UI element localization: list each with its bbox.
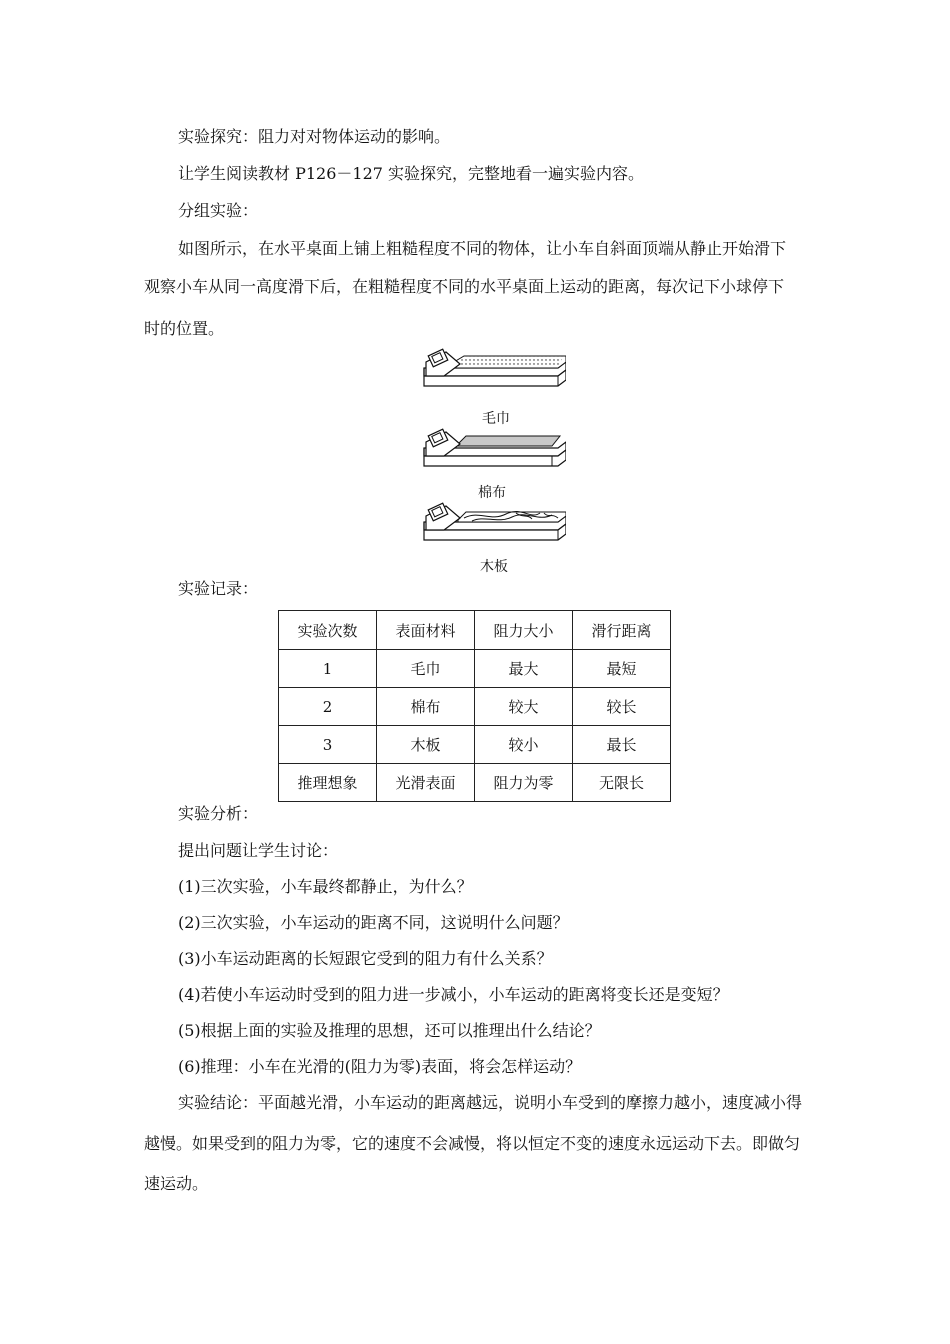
table-cell: 1 — [279, 650, 377, 688]
table-cell: 阻力为零 — [475, 764, 573, 802]
procedure-line-1: 如图所示，在水平桌面上铺上粗糙程度不同的物体，让小车自斜面顶端从静止开始滑下 — [178, 239, 787, 258]
discussion-prompt: 提出问题让学生讨论： — [178, 841, 339, 860]
table-cell: 较长 — [573, 688, 671, 726]
reading-instruction: 让学生阅读教材 P126－127 实验探究，完整地看一遍实验内容。 — [178, 164, 645, 183]
table-cell: 棉布 — [377, 688, 475, 726]
experiment-record-table — [278, 610, 671, 802]
table-row — [279, 764, 671, 802]
table-header-row — [279, 611, 671, 650]
table-cell: 最长 — [573, 726, 671, 764]
table-cell: 最短 — [573, 650, 671, 688]
board-setup-illustration — [420, 500, 566, 550]
question-5: (5)根据上面的实验及推理的思想，还可以推理出什么结论？ — [178, 1021, 601, 1040]
header-cell: 表面材料 — [377, 611, 475, 650]
conclusion-line-2: 越慢。如果受到的阻力为零，它的速度不会减慢，将以恒定不变的速度永远运动下去。即做匀 — [144, 1134, 801, 1153]
table-cell: 较大 — [475, 688, 573, 726]
towel-setup-illustration — [420, 346, 566, 396]
figure-label-towel: 毛巾 — [482, 411, 510, 427]
table-cell: 2 — [279, 688, 377, 726]
header-cell: 阻力大小 — [475, 611, 573, 650]
conclusion-line-3: 速运动。 — [144, 1174, 209, 1193]
table-cell: 最大 — [475, 650, 573, 688]
question-1: (1)三次实验，小车最终都静止，为什么？ — [178, 877, 473, 896]
cloth-setup-illustration — [420, 426, 566, 476]
table-cell: 光滑表面 — [377, 764, 475, 802]
question-6: (6)推理：小车在光滑的(阻力为零)表面，将会怎样运动？ — [178, 1057, 582, 1076]
table-cell: 无限长 — [573, 764, 671, 802]
table-cell: 毛巾 — [377, 650, 475, 688]
figure-label-cloth: 棉布 — [478, 485, 506, 501]
table-cell: 推理想象 — [279, 764, 377, 802]
table-row — [279, 650, 671, 688]
table-row — [279, 726, 671, 764]
question-2: (2)三次实验，小车运动的距离不同，这说明什么问题？ — [178, 913, 569, 932]
conclusion-line-1: 实验结论：平面越光滑，小车运动的距离越远，说明小车受到的摩擦力越小，速度减小得 — [178, 1093, 803, 1112]
procedure-line-3: 时的位置。 — [144, 319, 225, 338]
header-cell: 实验次数 — [279, 611, 377, 650]
question-4: (4)若使小车运动时受到的阻力进一步减小，小车运动的距离将变长还是变短？ — [178, 985, 729, 1004]
analysis-heading: 实验分析： — [178, 804, 259, 823]
procedure-line-2: 观察小车从同一高度滑下后，在粗糙程度不同的水平桌面上运动的距离，每次记下小球停下 — [144, 277, 785, 296]
experiment-title: 实验探究：阻力对对物体运动的影响。 — [178, 127, 451, 146]
group-experiment-heading: 分组实验： — [178, 201, 259, 220]
table-cell: 3 — [279, 726, 377, 764]
question-3: (3)小车运动距离的长短跟它受到的阻力有什么关系？ — [178, 949, 553, 968]
table-cell: 较小 — [475, 726, 573, 764]
table-cell: 木板 — [377, 726, 475, 764]
figure-label-board: 木板 — [480, 559, 508, 575]
table-row — [279, 688, 671, 726]
record-heading: 实验记录： — [178, 579, 259, 598]
header-cell: 滑行距离 — [573, 611, 671, 650]
